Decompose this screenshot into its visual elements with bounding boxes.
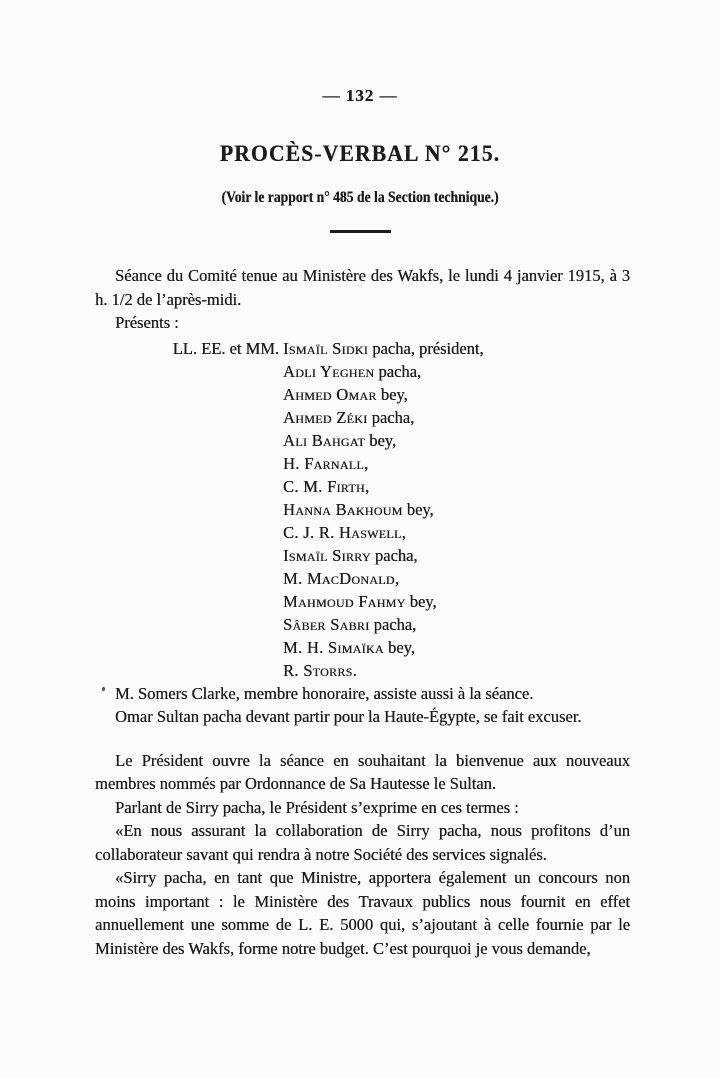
separator-rule [330,230,391,233]
omar-sentence: Omar Sultan pacha devant partir pour la Haute-Égypte, se fait excuser. [115,707,582,726]
attendee-row [95,567,630,590]
attendee-row [95,636,630,659]
attendee-suffix: bey, [383,637,415,657]
attendee-row [95,452,630,475]
attendee-row [95,590,630,613]
attendee-suffix: pacha, [370,545,418,565]
attendee-name: M. MacDonald [283,568,395,588]
document-subtitle: (Voir le rapport n° 485 de la Section technique.) [221,189,499,206]
attendee-name: Ahmed Omar [283,384,377,404]
attendee-row [95,659,630,682]
attendee-name: Mahmoud Fahmy [283,591,406,611]
attendee-suffix: pacha, [374,361,422,381]
attendee-suffix: pacha, [367,407,415,427]
attendee-name: Adli Yeghen [283,361,375,381]
paragraph-quote-collaboration: «En nous assurant la collaboration de Sirry pacha, nous profitons d’un collaborateur savant qui rendra à notre Société des services signalés. [95,821,630,864]
attendee-suffix: pacha, président, [368,338,484,358]
attendee-name: Ismaïl Sirry [283,545,371,565]
attendees-list [95,337,630,682]
attendee-row [95,360,630,383]
scan-speck-artifact [102,687,105,691]
minutes-paragraphs [95,749,630,961]
attendee-row [95,429,630,452]
attendee-name: Ali Bahgat [283,430,366,450]
paragraph-president-welcome: Le Président ouvre la séance en souhaitant la bienvenue aux nouveaux membres nommés par Ordonnance de Sa Hautesse le Sultan. [95,750,630,793]
paragraph-quote-ministre-budget: «Sirry pacha, en tant que Ministre, apportera également un concours non moins important : le Ministère des Travaux publics nous fournit en effet annuellement une somme de L. E. 5000 qui, s’ajoutant à celle fournie par le Ministère des Wakfs, forme notre budget. C’est pourquoi je vous demande, [95,868,630,958]
attendee-name: Ismaïl Sidki [283,338,369,358]
attendee-suffix: , [364,453,369,473]
attendee-suffix: pacha, [369,614,417,634]
attendee-row [95,406,630,429]
attendee-name: Hanna Bakhoum [283,499,403,519]
attendee-row [95,521,630,544]
attendee-row [95,383,630,406]
paragraph-parlant-sirry: Parlant de Sirry pacha, le Président s’exprime en ces termes : [115,797,519,817]
attendee-suffix: bey, [405,591,437,611]
attendee-suffix: , [394,568,399,588]
presents-label: Présents : [115,313,179,332]
attendee-row [95,544,630,567]
attendee-suffix: , [364,476,370,496]
attendee-name: Sâber Sabri [283,614,370,634]
attendee-suffix: . [352,660,357,680]
seance-paragraph: Séance du Comité tenue au Ministère des Wakfs, le lundi 4 janvier 1915, à 3 h. 1/2 de l’après-midi. [95,266,630,309]
attendee-name: C. J. R. Haswell [283,522,402,542]
attendee-row [95,337,630,360]
clarke-sentence: M. Somers Clarke, membre honoraire, assiste aussi à la séance. [115,683,534,703]
page-number: — 132 — [322,86,398,105]
attendee-name: C. M. Firth [283,476,365,496]
attendee-name: R. Storrs [283,660,353,680]
attendee-name: M. H. Simaïka [283,637,384,657]
attendee-row [95,475,630,498]
attendee-row [95,613,630,636]
attendees-prefix-label: LL. EE. et MM. [172,338,279,358]
attendee-suffix: , [401,522,406,542]
document-title: PROCÈS-VERBAL N° 215. [219,141,501,166]
attendee-suffix: bey, [402,499,434,519]
attendee-suffix: bey, [365,430,397,450]
attendee-row [95,498,630,521]
attendee-name: H. Farnall [283,453,365,473]
attendee-name: Ahmed Zéki [283,407,368,427]
document-body [95,264,630,960]
attendee-suffix: bey, [376,384,408,404]
